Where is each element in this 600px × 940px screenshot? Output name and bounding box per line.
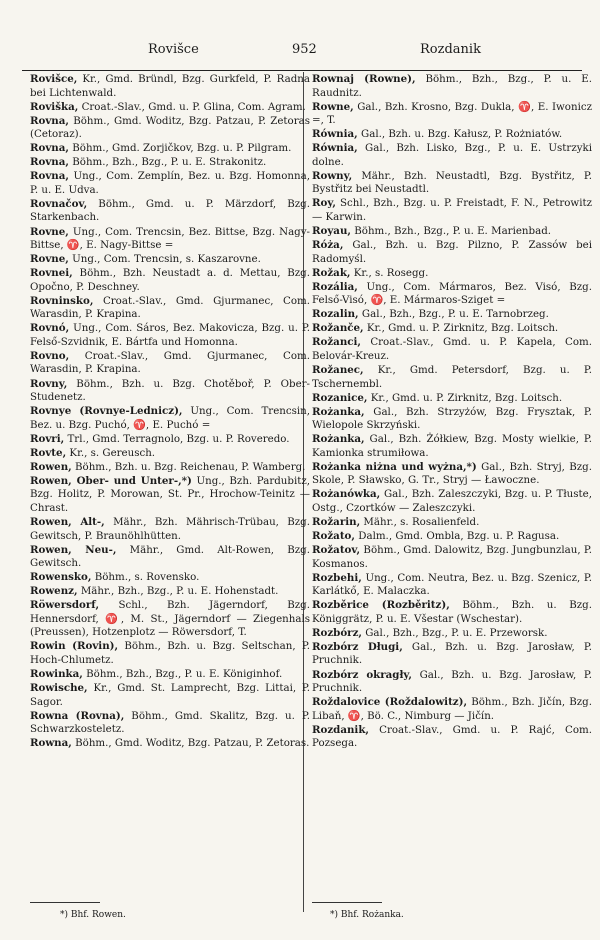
- entry-text: Böhm., Gmd. Dalowitz, Bzg. Jungbunzlau, P. Kosmanos.: [312, 544, 592, 570]
- entry-text: Böhm., Gmd. Woditz, Bzg. Patzau, P. Zetoras.: [75, 737, 310, 750]
- entry-headword: Rowische,: [30, 682, 88, 695]
- entry-text: Böhm., Bzh., Bzg., P. u. E. Raudnitz.: [312, 73, 592, 99]
- entry-text: Kr., s. Rosegg.: [353, 266, 429, 279]
- entry-text: Mähr., Bzh., Bzg., P. u. E. Hohenstadt.: [80, 585, 279, 598]
- entry-headword: Rovne,: [30, 253, 69, 266]
- entry-text: Ung., Com. Zemplín, Bez. u. Bzg. Homonna, P. u. E. Udva.: [30, 170, 310, 196]
- entry-text: Mähr., Bzh. Mährisch-Trübau, Bzg. Gewitsch, P. Braunöhlhütten.: [30, 516, 310, 542]
- entry-text: Kr., Gmd. Bründl, Bzg. Gurkfeld, P. Radna bei Lichtenwald.: [30, 73, 311, 99]
- gazetteer-entry: [312, 308, 592, 322]
- gazetteer-entry: [30, 433, 310, 447]
- gazetteer-entry: [30, 142, 310, 156]
- entry-text: Gal., Bzh., Bzg., P. u. E. Przeworsk.: [365, 626, 548, 639]
- gazetteer-entry: [30, 475, 310, 516]
- entry-headword: Rovnei,: [30, 267, 73, 280]
- gazetteer-entry: [312, 101, 592, 128]
- gazetteer-entry: [312, 488, 592, 515]
- entry-text: Böhm., Bzh. Neustadt a. d. Mettau, Bzg. Opočno, P. Deschney.: [30, 267, 310, 293]
- entry-headword: Rowen, Ober- und Unter-,*): [30, 474, 192, 487]
- entry-headword: Rozběrice (Rozběritz),: [312, 599, 450, 612]
- entry-text: Croat.-Slav., Gmd. u. P. Kapela, Com. Belovár-Kreuz.: [312, 336, 592, 362]
- footnote-rule-left: [30, 902, 100, 903]
- gazetteer-entry: [30, 668, 310, 682]
- entry-headword: Rovny,: [30, 377, 68, 390]
- entry-headword: Rowen, Alt-,: [30, 516, 105, 528]
- entry-headword: Rozbórz,: [312, 626, 362, 639]
- gazetteer-entry: [312, 544, 592, 571]
- entry-text: Gal., Bzh. u. Bzg. Pilzno, P. Zassów bei Radomyśl.: [312, 239, 592, 265]
- gazetteer-entry: [30, 73, 310, 100]
- entry-headword: Rożanówka,: [312, 488, 381, 501]
- gazetteer-entry: [30, 544, 310, 571]
- entry-text: Böhm., Gmd. Woditz, Bzg. Patzau, P. Zetoras (Cetoraz).: [30, 114, 310, 141]
- page-number: 952: [292, 42, 317, 57]
- gazetteer-entry: [312, 406, 592, 433]
- entry-text: Böhm., s. Rovensko.: [94, 571, 200, 584]
- entry-headword: Rovno,: [30, 349, 70, 362]
- entry-text: Böhm., Bzh. u. Bzg. Chotěboř, P. Ober-Studenetz.: [30, 377, 311, 404]
- entry-text: Trl., Gmd. Terragnolo, Bzg. u. P. Roveredo.: [67, 432, 290, 445]
- gazetteer-entry: [312, 572, 592, 599]
- entry-text: Croat.-Slav., Gmd. Gjurmanec, Com. Warasdin, P. Krapina.: [30, 294, 310, 321]
- entry-headword: Rowen,: [30, 460, 72, 473]
- entry-headword: Rownaj (Rowne),: [312, 73, 416, 85]
- entry-headword: Rožak,: [312, 266, 351, 279]
- gazetteer-entry: [312, 73, 592, 100]
- entry-text: Gal., Bzh. Strzyżów, Bzg. Frysztak, P. Wielopole Skrzyński.: [312, 405, 592, 432]
- entry-headword: Roždalovice (Roždalowitz),: [312, 696, 468, 709]
- gazetteer-entry: [312, 599, 592, 626]
- gazetteer-entry: [312, 724, 592, 751]
- entry-text: Ung., Com. Neutra, Bez. u. Bzg. Szenicz, P. Karlátkő, E. Malaczka.: [312, 571, 592, 598]
- gazetteer-entry: [30, 682, 310, 709]
- entry-text: Mähr., Bzh. Neustadtl, Bzg. Bystřitz, P. Bystřitz bei Neustadtl.: [312, 169, 592, 196]
- header-right-term: Rozdanik: [420, 42, 481, 57]
- entry-text: Böhm., Bzh. u. Bzg. Reichenau, P. Wamberg.: [75, 460, 306, 473]
- entry-headword: Roy,: [312, 197, 336, 210]
- entry-headword: Rożanka,: [312, 433, 365, 446]
- entry-text: Ung., Bzh. Pardubitz, Bzg. Holitz, P. Morowan, St. Pr., Hrochow-Teinitz — Chrast.: [30, 474, 310, 514]
- gazetteer-entry: [312, 267, 592, 281]
- entry-text: Böhm., Bzh. u. Bzg. Königgrätz, P. u. E. Všestar (Wschestar).: [312, 599, 592, 625]
- page-header: [0, 36, 600, 60]
- entry-text: Ung., Com. Trencsin, Bez. Bittse, Bzg. Nagy-Bittse, ♈, E. Nagy-Bittse =: [30, 225, 310, 252]
- entry-headword: Royau,: [312, 225, 351, 238]
- entry-headword: Rozbórz Długi,: [312, 640, 403, 653]
- entry-headword: Równia,: [312, 128, 358, 141]
- entry-headword: Rožanci,: [312, 336, 361, 349]
- gazetteer-entry: [312, 530, 592, 544]
- gazetteer-entry: [312, 142, 592, 169]
- gazetteer-entry: [312, 336, 592, 363]
- gazetteer-entry: [30, 267, 310, 294]
- gazetteer-entry: [30, 571, 310, 585]
- entry-headword: Rovna,: [30, 114, 69, 127]
- entry-headword: Rovišce,: [30, 73, 78, 85]
- entry-headword: Rożanka,: [312, 405, 365, 418]
- entry-text: Kr., Gmd. u. P. Zirknitz, Bzg. Loitsch.: [366, 322, 559, 335]
- gazetteer-entry: [312, 392, 592, 406]
- entry-text: Schl., Bzh. Jägerndorf, Bzg. Hennersdorf, ♈, M. St., Jägerndorf — Ziegenhals (Preussen), Hotzenplotz — Röwersdorf, T.: [30, 599, 310, 639]
- gazetteer-entry: [30, 599, 310, 640]
- entry-text: Gal., Bzh. u. Bzg. Jarosław, P. Pruchnik.: [312, 668, 592, 695]
- entry-headword: Rozdanik,: [312, 723, 370, 736]
- entry-headword: Rovri,: [30, 432, 65, 445]
- gazetteer-entry: [312, 696, 592, 723]
- gazetteer-entry: [30, 737, 310, 751]
- gazetteer-entry: [312, 225, 592, 239]
- header-left-term: Rovišce: [148, 42, 199, 57]
- entry-text: Croat.-Slav., Gmd. Gjurmanec, Com. Warasdin, P. Krapina.: [30, 349, 310, 376]
- entry-headword: Rowen, Neu-,: [30, 543, 117, 556]
- entry-headword: Rozbórz okragły,: [312, 668, 412, 681]
- entry-text: Mähr., Gmd. Alt-Rowen, Bzg. Gewitsch.: [30, 543, 310, 570]
- entry-headword: Rovna,: [30, 156, 69, 169]
- right-column: [312, 73, 592, 751]
- footnote-rule-right: [312, 902, 382, 903]
- gazetteer-entry: [312, 170, 592, 197]
- entry-text: Gal., Bzh. Lisko, Bzg., P. u. E. Ustrzyki dolne.: [312, 142, 592, 168]
- entry-headword: Rovnačov,: [30, 197, 88, 210]
- gazetteer-entry: [30, 461, 310, 475]
- entry-headword: Rožanec,: [312, 363, 364, 376]
- entry-text: Mähr., s. Rosalienfeld.: [363, 516, 480, 528]
- entry-text: Schl., Bzh., Bzg. u. P. Freistadt, F. N., Petrowitz — Karwin.: [312, 197, 592, 223]
- gazetteer-entry: [30, 115, 310, 142]
- entry-text: Böhm., Gmd. Skalitz, Bzg. u. P. Schwarzkosteletz.: [30, 709, 310, 736]
- entry-headword: Rowny,: [312, 169, 353, 182]
- gazetteer-entry: [30, 170, 310, 197]
- gazetteer-entry: [30, 295, 310, 322]
- gazetteer-entry: [312, 239, 592, 266]
- entry-text: Croat.-Slav., Gmd. u. P. Rajć, Com. Pozsega.: [312, 723, 592, 750]
- entry-text: Ung., Com. Trencsin, Bez. u. Bzg. Puchó, ♈, E. Puchó =: [30, 405, 311, 431]
- entry-headword: Rowne,: [312, 100, 354, 113]
- entry-text: Böhm., Bzh., Bzg., P. u. E. Strakonitz.: [72, 156, 267, 169]
- entry-headword: Rowensko,: [30, 571, 92, 584]
- entry-headword: Rovna,: [30, 142, 69, 155]
- gazetteer-entry: [312, 364, 592, 391]
- entry-headword: Rowenz,: [30, 585, 78, 598]
- entry-headword: Rožanče,: [312, 322, 364, 335]
- gazetteer-entry: [312, 641, 592, 668]
- gazetteer-entry: [30, 226, 310, 253]
- gazetteer-entry: [30, 710, 310, 737]
- entry-headword: Rożanka niżna und wyżna,*): [312, 460, 477, 473]
- gazetteer-entry: [30, 378, 310, 405]
- entry-headword: Rovninsko,: [30, 294, 94, 307]
- entry-text: Gal., Bzh. Stryj, Bzg. Skole, P. Sławsko, G. Tr., Stryj — Ławoczne.: [312, 460, 592, 487]
- entry-headword: Rowna,: [30, 737, 72, 750]
- entry-text: Böhm., Bzh., Bzg., P. u. E. Königinhof.: [86, 668, 283, 681]
- gazetteer-entry: [30, 322, 310, 349]
- entry-headword: Równia,: [312, 142, 358, 155]
- footnote-right: *) Bhf. Rożanka.: [330, 910, 404, 920]
- entry-text: Ung., Com. Sáros, Bez. Makovicza, Bzg. u. P. Felső-Szvidnik, E. Bártfa und Homonna.: [30, 322, 310, 348]
- entry-text: Gal., Bzh. Krosno, Bzg. Dukla, ♈, E. Iwonicz =, T.: [312, 100, 592, 127]
- gazetteer-entry: [312, 516, 592, 530]
- gazetteer-entry: [312, 627, 592, 641]
- gazetteer-entry: [30, 640, 310, 667]
- entry-headword: Rozalin,: [312, 308, 359, 321]
- entry-headword: Roviška,: [30, 100, 79, 113]
- gazetteer-entry: [30, 101, 310, 115]
- entry-text: Gal., Bzh. u. Bzg. Kałusz, P. Rożniatów.: [361, 128, 563, 141]
- entry-text: Böhm., Bzh., Bzg., P. u. E. Marienbad.: [354, 225, 552, 238]
- entry-headword: Rovnye (Rovnye-Lednicz),: [30, 405, 183, 418]
- entry-headword: Rožato,: [312, 530, 355, 543]
- gazetteer-entry: [30, 516, 310, 543]
- gazetteer-entry: [312, 433, 592, 460]
- entry-headword: Rovte,: [30, 446, 67, 459]
- gazetteer-entry: [30, 447, 310, 461]
- gazetteer-entry: [312, 281, 592, 308]
- gazetteer-entry: [30, 156, 310, 170]
- entry-headword: Rožarin,: [312, 516, 361, 528]
- entry-headword: Rovnó,: [30, 322, 70, 335]
- entry-text: Böhm., Bzh. Jičín, Bzg. Libaň, ♈, Bö. C., Nimburg — Jičín.: [312, 696, 592, 722]
- entry-text: Kr., Gmd. St. Lamprecht, Bzg. Littai, P. Sagor.: [30, 682, 311, 708]
- entry-headword: Rovne,: [30, 225, 69, 238]
- gazetteer-entry: [30, 350, 310, 377]
- entry-headword: Róża,: [312, 239, 344, 252]
- entry-text: Böhm., Gmd. u. P. Märzdorf, Bzg. Starkenbach.: [30, 197, 310, 224]
- entry-headword: Rowinka,: [30, 668, 83, 681]
- gazetteer-entry: [30, 198, 310, 225]
- entry-text: Kr., s. Gereusch.: [69, 446, 156, 459]
- left-column: [30, 73, 310, 751]
- entry-headword: Rowin (Rovin),: [30, 640, 119, 653]
- footnote-left: *) Bhf. Rowen.: [60, 910, 126, 920]
- header-rule: [22, 70, 582, 71]
- entry-text: Croat.-Slav., Gmd. u. P. Glina, Com. Agram.: [81, 100, 306, 113]
- entry-text: Böhm., Gmd. Zorjičkov, Bzg. u. P. Pilgram.: [72, 142, 292, 155]
- entry-headword: Rozália,: [312, 280, 358, 293]
- entry-text: Gal., Bzh. Zaleszczyki, Bzg. u. P. Tłuste, Ostg., Czortków — Zaleszczyki.: [312, 488, 592, 514]
- gazetteer-entry: [312, 128, 592, 142]
- entry-text: Dalm., Gmd. Ombla, Bzg. u. P. Ragusa.: [358, 530, 560, 543]
- gazetteer-entry: [30, 253, 310, 267]
- entry-text: Ung., Com. Trencsin, s. Kaszarovne.: [72, 253, 261, 266]
- entry-headword: Rozbehi,: [312, 571, 362, 584]
- entry-text: Gal., Bzh., Bzg., P. u. E. Tarnobrzeg.: [361, 308, 549, 321]
- entry-text: Kr., Gmd. u. P. Zirknitz, Bzg. Loitsch.: [370, 391, 563, 404]
- entry-text: Gal., Bzh. Żółkiew, Bzg. Mosty wielkie, P. Kamionka strumiłowa.: [312, 433, 592, 459]
- entry-text: Ung., Com. Mármaros, Bez. Visó, Bzg. Felső-Visó, ♈, E. Mármaros-Sziget =: [312, 280, 592, 307]
- entry-text: Gal., Bzh. u. Bzg. Jarosław, P. Pruchnik.: [312, 640, 592, 667]
- entry-headword: Rowna (Rovna),: [30, 709, 125, 722]
- gazetteer-entry: [312, 461, 592, 488]
- gazetteer-entry: [30, 585, 310, 599]
- entry-headword: Rozanice,: [312, 391, 368, 404]
- entry-text: Kr., Gmd. Petersdorf, Bzg. u. P. Tschernembl.: [312, 363, 593, 390]
- gazetteer-entry: [312, 197, 592, 224]
- entry-headword: Rovna,: [30, 170, 69, 183]
- entry-headword: Röwersdorf,: [30, 599, 100, 612]
- gazetteer-entry: [312, 669, 592, 696]
- entry-text: Böhm., Bzh. u. Bzg. Seltschan, P. Hoch-Chlumetz.: [30, 640, 310, 666]
- gazetteer-entry: [312, 322, 592, 336]
- entry-headword: Rožatov,: [312, 544, 361, 557]
- gazetteer-entry: [30, 405, 310, 432]
